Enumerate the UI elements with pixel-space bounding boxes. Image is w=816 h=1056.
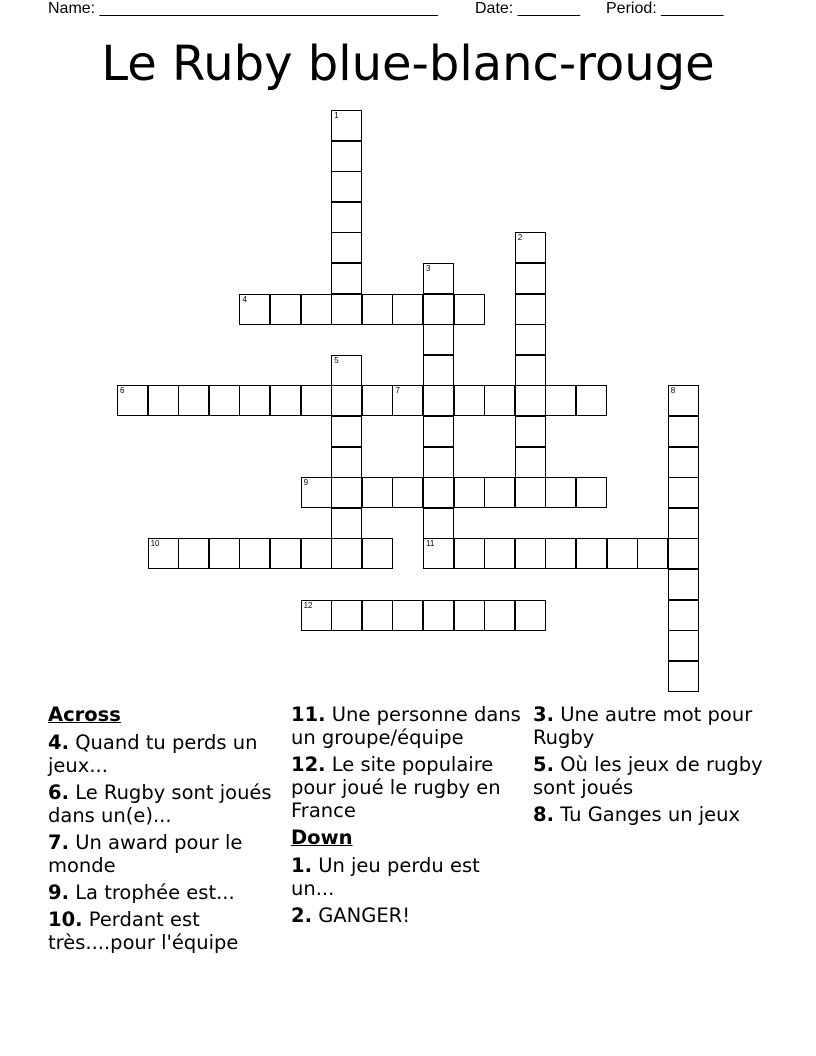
grid-cell[interactable] — [392, 600, 423, 631]
grid-cell[interactable] — [668, 569, 699, 600]
clue-number: 11. — [291, 703, 326, 726]
clues-column-1 — [48, 703, 278, 958]
grid-cell[interactable] — [668, 477, 699, 508]
clue-across-4 — [48, 731, 278, 777]
grid-cell[interactable] — [178, 385, 209, 416]
grid-cell[interactable] — [454, 477, 485, 508]
grid-cell[interactable] — [668, 630, 699, 661]
clue-across-7 — [48, 831, 278, 877]
grid-cell[interactable] — [423, 263, 454, 294]
clue-text: Le site populaire pour joué le rugby en France — [291, 753, 501, 822]
grid-cell[interactable] — [148, 385, 179, 416]
grid-cell[interactable] — [423, 447, 454, 478]
clue-text: Une autre mot pour Rugby — [533, 703, 753, 749]
grid-cell[interactable] — [515, 294, 546, 325]
down-heading: Down — [291, 826, 353, 849]
clue-number: 6. — [48, 781, 69, 804]
grid-cell[interactable] — [270, 294, 301, 325]
grid-cell[interactable] — [301, 477, 332, 508]
grid-cell[interactable] — [668, 447, 699, 478]
grid-cell[interactable] — [301, 538, 332, 569]
grid-cell[interactable] — [454, 294, 485, 325]
grid-cell[interactable] — [392, 294, 423, 325]
cell-number: 3 — [426, 264, 431, 273]
cell-number: 5 — [334, 355, 339, 365]
cell-number: 9 — [303, 478, 309, 488]
grid-cell[interactable] — [209, 385, 240, 416]
cell-number: 12 — [303, 600, 313, 610]
grid-cell[interactable] — [637, 538, 668, 569]
grid-cell[interactable] — [515, 324, 546, 355]
grid-cell[interactable] — [454, 600, 485, 631]
cell-number: 1 — [334, 111, 339, 120]
grid-cell[interactable] — [668, 661, 699, 692]
name-field[interactable]: Name: ______________________________________ — [48, 0, 438, 17]
grid-cell[interactable] — [545, 477, 576, 508]
grid-cell[interactable] — [668, 600, 699, 631]
cell-number: 11 — [426, 539, 435, 549]
clue-number: 4. — [48, 731, 69, 754]
clue-text: Un jeu perdu est un... — [291, 854, 480, 900]
grid-cell[interactable] — [239, 294, 270, 325]
clue-text: Une personne dans un groupe/équipe — [291, 703, 521, 749]
grid-cell[interactable] — [270, 538, 301, 569]
grid-cell[interactable] — [515, 355, 546, 386]
grid-cell[interactable] — [515, 416, 546, 447]
clue-number: 1. — [291, 854, 312, 877]
grid-cell[interactable] — [331, 477, 362, 508]
grid-cell[interactable] — [331, 416, 362, 447]
clue-down-1 — [291, 854, 521, 900]
grid-cell[interactable] — [209, 538, 240, 569]
clue-across-6 — [48, 781, 278, 827]
grid-cell[interactable] — [576, 538, 607, 569]
grid-cell[interactable] — [576, 477, 607, 508]
cell-number: 6 — [120, 386, 125, 396]
clues-column-3 — [533, 703, 763, 830]
grid-cell[interactable] — [484, 538, 515, 569]
grid-cell[interactable] — [515, 538, 546, 569]
grid-cell[interactable] — [423, 416, 454, 447]
cell-number: 7 — [395, 386, 400, 396]
grid-cell[interactable] — [362, 385, 393, 416]
grid-cell[interactable] — [668, 538, 699, 569]
grid-cell[interactable] — [148, 538, 179, 569]
grid-cell[interactable] — [362, 477, 393, 508]
clue-number: 9. — [48, 881, 69, 904]
grid-cell[interactable] — [392, 385, 423, 416]
clue-text: GANGER! — [318, 904, 411, 927]
grid-cell[interactable] — [331, 385, 362, 416]
clue-number: 12. — [291, 753, 326, 776]
grid-cell[interactable] — [362, 538, 393, 569]
clue-down-8 — [533, 803, 763, 826]
grid-cell[interactable] — [331, 508, 362, 539]
cell-number: 8 — [670, 386, 676, 396]
clue-across-12 — [291, 753, 521, 822]
clue-text: Tu Ganges un jeux — [560, 803, 741, 826]
clue-number: 2. — [291, 904, 312, 927]
grid-cell[interactable] — [423, 538, 454, 569]
grid-cell[interactable] — [484, 385, 515, 416]
grid-cell[interactable] — [423, 385, 454, 416]
grid-cell[interactable] — [484, 600, 515, 631]
across-heading: Across — [48, 703, 121, 726]
grid-cell[interactable] — [331, 141, 362, 172]
date-field[interactable]: Date: _______ — [475, 0, 580, 17]
grid-cell[interactable] — [331, 538, 362, 569]
clue-number: 10. — [48, 908, 83, 931]
grid-cell[interactable] — [331, 110, 362, 141]
grid-cell[interactable] — [576, 385, 607, 416]
grid-cell[interactable] — [515, 600, 546, 631]
grid-cell[interactable] — [515, 477, 546, 508]
grid-cell[interactable] — [331, 171, 362, 202]
grid-cell[interactable] — [239, 538, 270, 569]
grid-cell[interactable] — [454, 538, 485, 569]
puzzle-title: Le Ruby blue-blanc-rouge — [101, 36, 715, 92]
clue-text: Un award pour le monde — [48, 831, 243, 877]
period-field[interactable]: Period: _______ — [606, 0, 724, 17]
clue-down-5 — [533, 753, 763, 799]
grid-cell[interactable] — [331, 263, 362, 294]
grid-cell[interactable] — [668, 416, 699, 447]
grid-cell[interactable] — [423, 324, 454, 355]
grid-cell[interactable] — [545, 385, 576, 416]
grid-cell[interactable] — [331, 447, 362, 478]
clue-across-9 — [48, 881, 278, 904]
grid-cell[interactable] — [331, 232, 362, 263]
grid-cell[interactable] — [301, 600, 332, 631]
grid-cell[interactable] — [607, 538, 638, 569]
grid-cell[interactable] — [423, 508, 454, 539]
clue-number: 7. — [48, 831, 69, 854]
clue-text: Où les jeux de rugby sont joués — [533, 753, 763, 799]
grid-cell[interactable] — [668, 385, 699, 416]
grid-cell[interactable] — [515, 447, 546, 478]
clue-text: Perdant est très....pour l'équipe — [48, 908, 239, 954]
grid-cell[interactable] — [515, 232, 546, 263]
clue-across-11 — [291, 703, 521, 749]
clue-text: La trophée est... — [75, 881, 235, 904]
grid-cell[interactable] — [423, 477, 454, 508]
grid-cell[interactable] — [423, 355, 454, 386]
cell-number: 10 — [150, 539, 160, 549]
grid-cell[interactable] — [454, 385, 485, 416]
clue-number: 3. — [533, 703, 554, 726]
clue-number: 8. — [533, 803, 554, 826]
clue-text: Quand tu perds un jeux... — [48, 731, 258, 777]
grid-cell[interactable] — [423, 600, 454, 631]
grid-cell[interactable] — [117, 385, 148, 416]
clue-down-3 — [533, 703, 763, 749]
grid-cell[interactable] — [515, 263, 546, 294]
grid-cell[interactable] — [239, 385, 270, 416]
grid-cell[interactable] — [331, 355, 362, 386]
grid-cell[interactable] — [362, 294, 393, 325]
clue-number: 5. — [533, 753, 554, 776]
grid-cell[interactable] — [331, 600, 362, 631]
clue-down-2 — [291, 904, 521, 927]
grid-cell[interactable] — [392, 477, 423, 508]
grid-cell[interactable] — [484, 477, 515, 508]
grid-cell[interactable] — [301, 294, 332, 325]
clue-text: Le Rugby sont joués dans un(e)... — [48, 781, 272, 827]
grid-cell[interactable] — [668, 508, 699, 539]
grid-cell[interactable] — [423, 294, 454, 325]
grid-cell[interactable] — [545, 538, 576, 569]
grid-cell[interactable] — [331, 294, 362, 325]
cell-number: 4 — [242, 294, 247, 304]
grid-cell[interactable] — [515, 385, 546, 416]
grid-cell[interactable] — [301, 385, 332, 416]
grid-cell[interactable] — [178, 538, 209, 569]
grid-cell[interactable] — [362, 600, 393, 631]
clues-column-2 — [291, 703, 521, 931]
cell-number: 2 — [517, 233, 523, 243]
grid-cell[interactable] — [331, 202, 362, 233]
grid-cell[interactable] — [270, 385, 301, 416]
clue-across-10 — [48, 908, 278, 954]
